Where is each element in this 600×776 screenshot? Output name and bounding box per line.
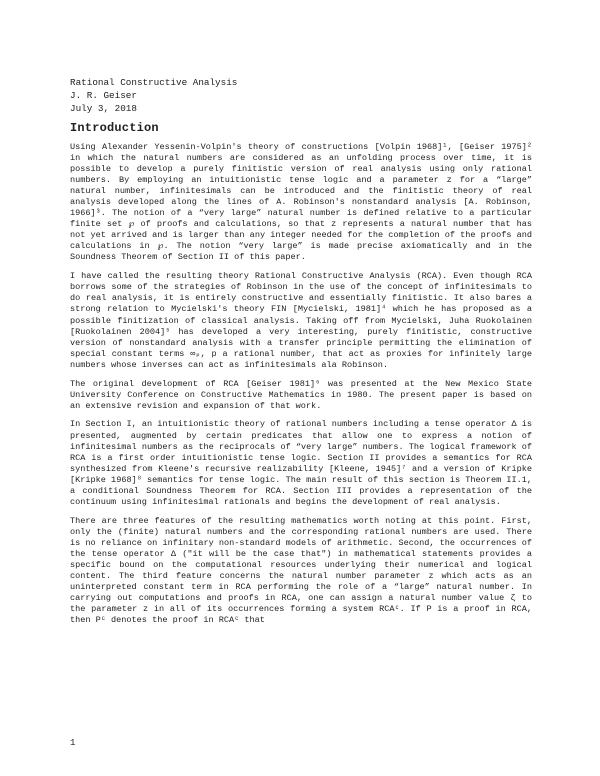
paper-title: Rational Constructive Analysis (70, 77, 238, 88)
page-number: 1 (70, 738, 76, 748)
body-text (70, 142, 532, 634)
paragraph-3: The original development of RCA [Geiser 1981]⁶ was presented at the New Mexico State University Conference on Constructive Mathematics in 1980. The present paper is based on an extensive revision and expansion of that work. (70, 378, 532, 411)
paper-date: July 3, 2018 (70, 103, 137, 114)
paper-author: J. R. Geiser (70, 90, 137, 101)
paragraph-4: In Section I, an intuitionistic theory of rational numbers including a tense operator Δ is presented, augmented by certain predicates that allow one to express a notion of infinitesimal numbers as the reciprocals of “very large” numbers. The logical framework of RCA is a first order intuitionistic tense logic. Section II provides a semantics for RCA synthesized from Kleene's recursive realizability [Kleene, 1945]⁷ and a version of Kripke [Kripke 1968]⁸ semantics for tense logic. The main result of this section is Theorem II.1, a conditional Soundness Theorem for RCA. Section III provides a representation of the continuum using infinitesimal rationals and begins the development of real analysis. (70, 419, 532, 507)
section-heading: Introduction (70, 121, 159, 135)
paper-header (70, 76, 237, 115)
paragraph-2: I have called the resulting theory Rational Constructive Analysis (RCA). Even though RCA borrows some of the strategies of Robinson in the use of the concept of infinitesimals to do real analysis, it is entirely constructive and essentially finitistic. It also bares a strong relation to Mycielski's theory FIN [Mycielski, 1981]⁴ which he has proposed as a possible finitization of classical analysis. Taking off from Mycielski, Juha Ruokolainen [Ruokolainen 2004]⁵ has developed a very interesting, purely finitistic, constructive version of nonstandard analysis with a transfer principle permitting the elimination of special constant terms ∞ₚ, p a rational number, that act as proxies for infinitely large numbers whose inverses can act as infinitesimals ala Robinson. (70, 271, 532, 370)
paragraph-5: There are three features of the resulting mathematics worth noting at this point. First, only the (finite) natural numbers and the corresponding rational numbers are used. There is no reliance on infinitary non-standard models of arithmetic. Second, the occurrences of the tense operator Δ ("it will be the case that") in mathematical statements provides a specific bound on the computational resources underlying their numerical and logical content. The third feature concerns the natural number parameter z which acts as an uninterpreted constant term in RCA performing the role of a “large” natural number. In carrying out computations and proofs in RCA, one can assign a natural number value ζ to the parameter z in all of its occurrences forming a system RCAᶜ. If P is a proof in RCA, then Pᶜ denotes the proof in RCAᶜ that (70, 515, 532, 626)
paragraph-1: Using Alexander Yessenin-Volpin's theory of constructions [Volpin 1968]¹, [Geiser 1975]² in which the natural numbers are considered as an unfolding process over time, it is possible to develop a purely finitistic version of real analysis using only rational numbers. By employing an intuitionistic tense logic and a parameter z for a “large” natural number, infinitesimals can be introduced and the finitistic theory of real analysis developed along the lines of A. Robinson's nonstandard analysis [A. Robinson, 1966]³. The notion of a “very large” natural number is defined relative to a particular finite set ℘ of proofs and calculations, so that z represents a natural number that has not yet arrived and is larger than any integer needed for the completion of the proofs and calculations in ℘. The notion “very large” is made precise axiomatically and in the Soundness Theorem of Section II of this paper. (70, 142, 532, 263)
